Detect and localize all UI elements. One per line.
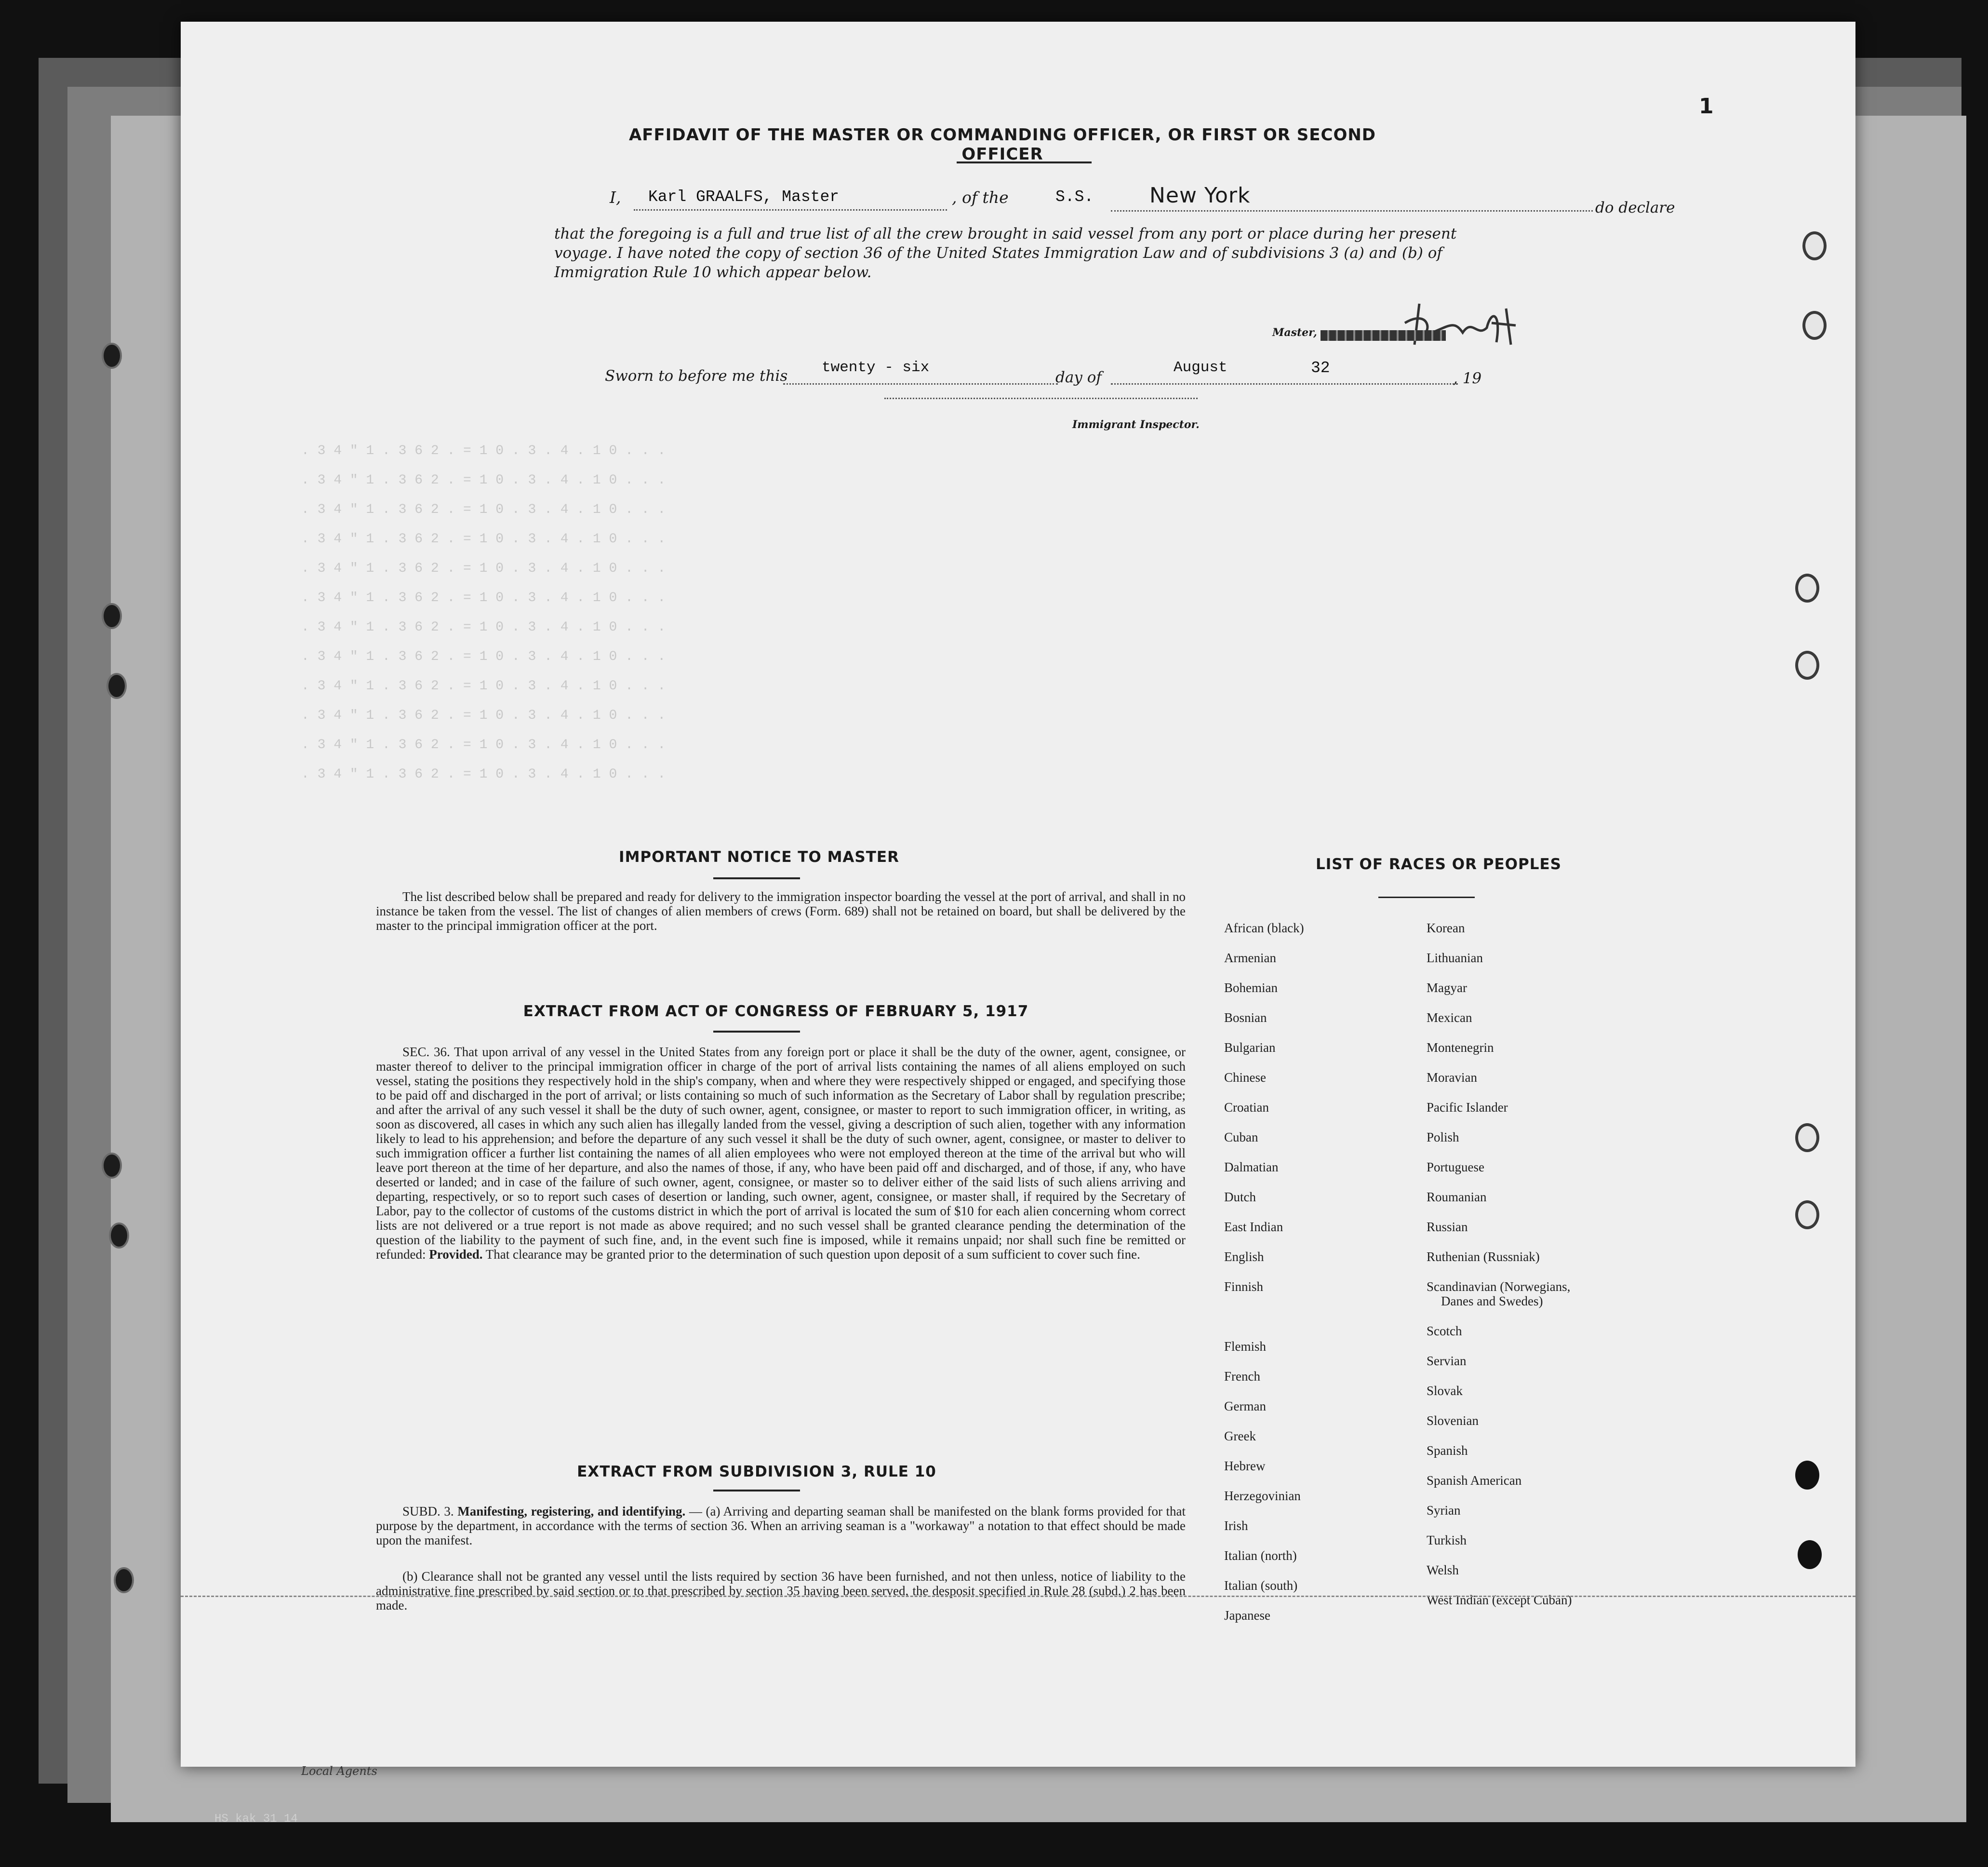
subdivision-b: (b) Clearance shall not be granted any vessel until the lists required by section 36 have been furnished, and not then unless, notice of liability to the administrative fine prescribed by said section or to that prescribed by section 35 having been served, the desposit specified in Rule 28 (subd.) 2 has been made. bbox=[376, 1569, 1186, 1612]
race-item: Slovak bbox=[1427, 1383, 1463, 1398]
punch-hole-icon bbox=[1802, 311, 1827, 340]
race-item: Herzegovinian bbox=[1224, 1489, 1301, 1503]
race-item: Korean bbox=[1427, 921, 1465, 935]
master-name: Karl GRAALFS, Master bbox=[648, 188, 840, 206]
act-provided: Provided. bbox=[429, 1247, 483, 1262]
binder-hole-icon bbox=[111, 1224, 127, 1247]
signature-icon bbox=[1260, 299, 1554, 352]
race-item: Irish bbox=[1224, 1518, 1248, 1533]
affidavit-title: AFFIDAVIT OF THE MASTER OR COMMANDING OFFICER, OR FIRST OR SECOND OFFICER bbox=[628, 125, 1376, 164]
act-section-36: SEC. 36. That upon arrival of any vessel in the United States from any foreign port or place it shall be the duty of the owner, agent, consignee, or master thereof to deliver to the principal immigration officer in charge of the port of arrival lists containing the names of all aliens employed on such vessel, stating the positions they respectively hold in the ship's company, when and where they were respectively shipped or engaged, and specifying those to be paid off and discharged in the port of arrival; or lists containing so much of such information as the Secretary of Labor shall by regulation prescribe; and after the arrival of any such vessel it shall be the duty of such owner, agent, consignee, or master to report to such immigration officer, in writing, as soon as discovered, all cases in which any such alien has illegally landed from the vessel, giving a description of such alien, together with any information likely to lead to his apprehension; and before the departure of any such vessel it shall be the duty of such owner, agent, consignee, or master to deliver to such immigration officer a further list containing the names of all alien employees who were not employed thereon at the time of the arrival but who will leave port thereon at the time of her departure, and also the names of those, if any, who have been paid off and discharged, and of those, if any, who have deserted or landed; and in case of the failure of such owner, agent, consignee, or master so to deliver either of the said lists of such aliens arriving and departing, respectively, or so to report such cases of desertion or landing, such owner, agent, consignee, or master shall, if required by the Secretary of Labor, pay to the collector of customs of the customs district in which the port of arrival is located the sum of $10 for each alien concerning whom correct lists are not delivered or a true report is not made as above required; and no such vessel shall be granted clearance pending the determination of the question of the liability to the payment of such fine, and, in the event such fine is imposed, while it remains unpaid; nor shall such fine be remitted or refunded: bbox=[376, 1045, 1186, 1262]
races-title: LIST OF RACES OR PEOPLES bbox=[1315, 856, 1562, 873]
race-item: Chinese bbox=[1224, 1070, 1266, 1085]
race-item: Portuguese bbox=[1427, 1160, 1484, 1174]
affidavit-body bbox=[554, 224, 1682, 282]
act-text-end: That clearance may be granted prior to the determination of such question upon deposit of a sum sufficient to cover such fine. bbox=[485, 1247, 1140, 1262]
subd-heading: Manifesting, registering, and identifying. bbox=[457, 1504, 686, 1518]
local-agents-label: Local Agents bbox=[301, 1764, 377, 1778]
race-item: Russian bbox=[1427, 1220, 1468, 1234]
race-item: Bosnian bbox=[1224, 1010, 1267, 1025]
punch-hole-icon bbox=[1795, 1123, 1819, 1152]
race-item: Mexican bbox=[1427, 1010, 1472, 1025]
race-item: Welsh bbox=[1427, 1563, 1459, 1577]
race-item: Servian bbox=[1427, 1354, 1467, 1368]
race-item: Scandinavian (Norwegians, bbox=[1427, 1279, 1571, 1294]
ss-label: S.S. bbox=[1055, 188, 1094, 206]
race-item: Montenegrin bbox=[1427, 1040, 1494, 1055]
punch-hole-icon bbox=[1795, 651, 1819, 680]
notice-rule bbox=[713, 877, 800, 879]
race-item: Bohemian bbox=[1224, 981, 1278, 995]
race-item: Italian (south) bbox=[1224, 1578, 1298, 1593]
race-item: Ruthenian (Russniak) bbox=[1427, 1249, 1540, 1264]
month-field bbox=[1111, 359, 1458, 385]
bleed-through-rows: . 3 4 " 1 . 3 6 2 . = 1 0 . 3 . 4 . 1 0 . . . . 3 4 " 1 . 3 6 2 . = 1 0 . 3 . 4 . 1 0 . . . . 3 4 " 1 . 3 6 2 . = 1 0 . 3 . 4 . 1 0 . . . . 3 4 " 1 . 3 6 2 . = 1 0 . 3 . 4 . 1 0 . . . . 3 4 " 1 . 3 6 2 . = 1 0 . 3 . 4 . 1 0 . . . . 3 4 " 1 . 3 6 2 . = 1 0 . 3 . 4 . 1 0 . . . . 3 4 " 1 . 3 6 2 . = 1 0 . 3 . 4 . 1 0 . . . . 3 4 " 1 . 3 6 2 . = 1 0 . 3 . 4 . 1 0 . . . . 3 4 " 1 . 3 6 2 . = 1 0 . 3 . 4 . 1 0 . . . . 3 4 " 1 . 3 6 2 . = 1 0 . 3 . 4 . 1 0 . . . . 3 4 " 1 . 3 6 2 . = 1 0 . 3 . 4 . 1 0 . . . . 3 4 " 1 . 3 6 2 . = 1 0 . 3 . 4 . 1 0 . . . bbox=[301, 443, 666, 782]
binder-hole-icon bbox=[104, 345, 120, 367]
race-item: Moravian bbox=[1427, 1070, 1477, 1085]
race-item: Syrian bbox=[1427, 1503, 1461, 1518]
race-item: Japanese bbox=[1224, 1608, 1270, 1623]
day-field bbox=[783, 359, 1058, 385]
race-item: Polish bbox=[1427, 1130, 1459, 1144]
race-item: German bbox=[1224, 1399, 1266, 1413]
subd-a-text: — (a) Arriving and departing seaman shall be manifested on the blank forms provided for that purpose by the department, in accordance with the terms of section 36. When an arriving seaman is a "workaway" a notation to that effect should be made upon the manifest. bbox=[376, 1504, 1186, 1547]
do-declare-label: do declare bbox=[1595, 199, 1675, 216]
manifest-page bbox=[181, 22, 1855, 1778]
subdivision-rule bbox=[713, 1490, 800, 1491]
race-item: Greek bbox=[1224, 1429, 1256, 1443]
races-column-1 bbox=[1224, 921, 1427, 1638]
act-text bbox=[376, 1045, 1186, 1262]
punch-hole-icon bbox=[1802, 231, 1827, 260]
notice-title: IMPORTANT NOTICE TO MASTER bbox=[619, 848, 899, 866]
race-item: Turkish bbox=[1427, 1533, 1467, 1547]
race-item: West Indian (except Cuban) bbox=[1427, 1593, 1572, 1607]
name-field bbox=[634, 188, 947, 211]
struck-title bbox=[1321, 330, 1446, 341]
subdivision-title: EXTRACT FROM SUBDIVISION 3, RULE 10 bbox=[577, 1463, 936, 1480]
subd-lead: SUBD. 3. bbox=[402, 1504, 454, 1518]
race-item: Finnish bbox=[1224, 1279, 1264, 1294]
year-value: 32 bbox=[1311, 359, 1330, 377]
races-rule bbox=[1378, 897, 1475, 898]
race-item: Dutch bbox=[1224, 1190, 1256, 1204]
notice-text: The list described below shall be prepared and ready for delivery to the immigration inspector boarding the vessel at the port of arrival, and shall in no instance be taken from the vessel. The list of changes of alien members of crews (Form. 689) shall not be retained on board, but shall be delivered by the master to the principal immigration officer at the port. bbox=[376, 889, 1186, 933]
race-item: Scotch bbox=[1427, 1324, 1462, 1338]
race-item: Hebrew bbox=[1224, 1459, 1266, 1473]
page-number: 1 bbox=[1699, 94, 1714, 119]
of-the-label: , of the bbox=[952, 188, 1009, 207]
title-rule bbox=[957, 161, 1092, 163]
race-item: Roumanian bbox=[1427, 1190, 1487, 1204]
punch-hole-icon bbox=[1798, 1540, 1822, 1569]
master-label: Master, bbox=[1272, 326, 1317, 339]
binder-hole-icon bbox=[104, 605, 120, 627]
punch-hole-icon bbox=[1795, 1461, 1819, 1490]
race-item: Bulgarian bbox=[1224, 1040, 1276, 1055]
vessel-field bbox=[1111, 183, 1593, 212]
race-item: Lithuanian bbox=[1427, 951, 1483, 965]
race-item: Flemish bbox=[1224, 1339, 1267, 1354]
binder-hole-icon bbox=[108, 675, 125, 697]
declarant-prefix: I, bbox=[610, 188, 621, 207]
race-item: East Indian bbox=[1224, 1220, 1283, 1234]
race-item: Spanish bbox=[1427, 1443, 1468, 1458]
race-item: Spanish American bbox=[1427, 1473, 1522, 1488]
race-item: Italian (north) bbox=[1224, 1548, 1297, 1563]
punch-hole-icon bbox=[1795, 574, 1819, 603]
race-item: English bbox=[1224, 1249, 1264, 1264]
vessel-name: New York bbox=[1149, 183, 1251, 208]
affidavit-line: that the foregoing is a full and true list of all the crew brought in said vessel from any port or place during her present bbox=[554, 225, 1457, 242]
affidavit-line: Immigration Rule 10 which appear below. bbox=[554, 264, 872, 281]
race-item: Slovenian bbox=[1427, 1413, 1479, 1428]
races-column-2 bbox=[1427, 921, 1725, 1623]
subdivision-a bbox=[376, 1504, 1186, 1547]
day-value: twenty - six bbox=[822, 359, 930, 376]
year-prefix: , 19 bbox=[1453, 370, 1482, 387]
inspector-line bbox=[884, 398, 1198, 399]
race-item: Dalmatian bbox=[1224, 1160, 1279, 1174]
race-item: Pacific Islander bbox=[1427, 1100, 1508, 1115]
perforation-line bbox=[181, 1596, 1855, 1597]
month-value: August bbox=[1174, 359, 1227, 376]
race-item: Armenian bbox=[1224, 951, 1276, 965]
race-item: Cuban bbox=[1224, 1130, 1258, 1144]
day-of-label: day of bbox=[1055, 369, 1102, 386]
binder-hole-icon bbox=[116, 1569, 132, 1591]
race-item: Magyar bbox=[1427, 981, 1467, 995]
form-code: HS kak 31 14 bbox=[214, 1813, 298, 1826]
race-item: French bbox=[1224, 1369, 1260, 1383]
master-signature bbox=[1260, 299, 1554, 352]
race-item bbox=[1224, 1309, 1427, 1339]
act-rule bbox=[713, 1031, 800, 1033]
inspector-label: Immigrant Inspector. bbox=[1072, 418, 1200, 431]
race-item: African (black) bbox=[1224, 921, 1304, 935]
punch-hole-icon bbox=[1795, 1200, 1819, 1229]
race-item: Croatian bbox=[1224, 1100, 1269, 1115]
affidavit-line: voyage. I have noted the copy of section 36 of the United States Immigration Law and of subdivisions 3 (a) and (b) of bbox=[554, 244, 1442, 262]
binder-hole-icon bbox=[104, 1155, 120, 1177]
race-item: Danes and Swedes) bbox=[1441, 1294, 1543, 1308]
act-title: EXTRACT FROM ACT OF CONGRESS OF FEBRUARY 5, 1917 bbox=[523, 1003, 1029, 1020]
sworn-label: Sworn to before me this bbox=[605, 367, 788, 385]
